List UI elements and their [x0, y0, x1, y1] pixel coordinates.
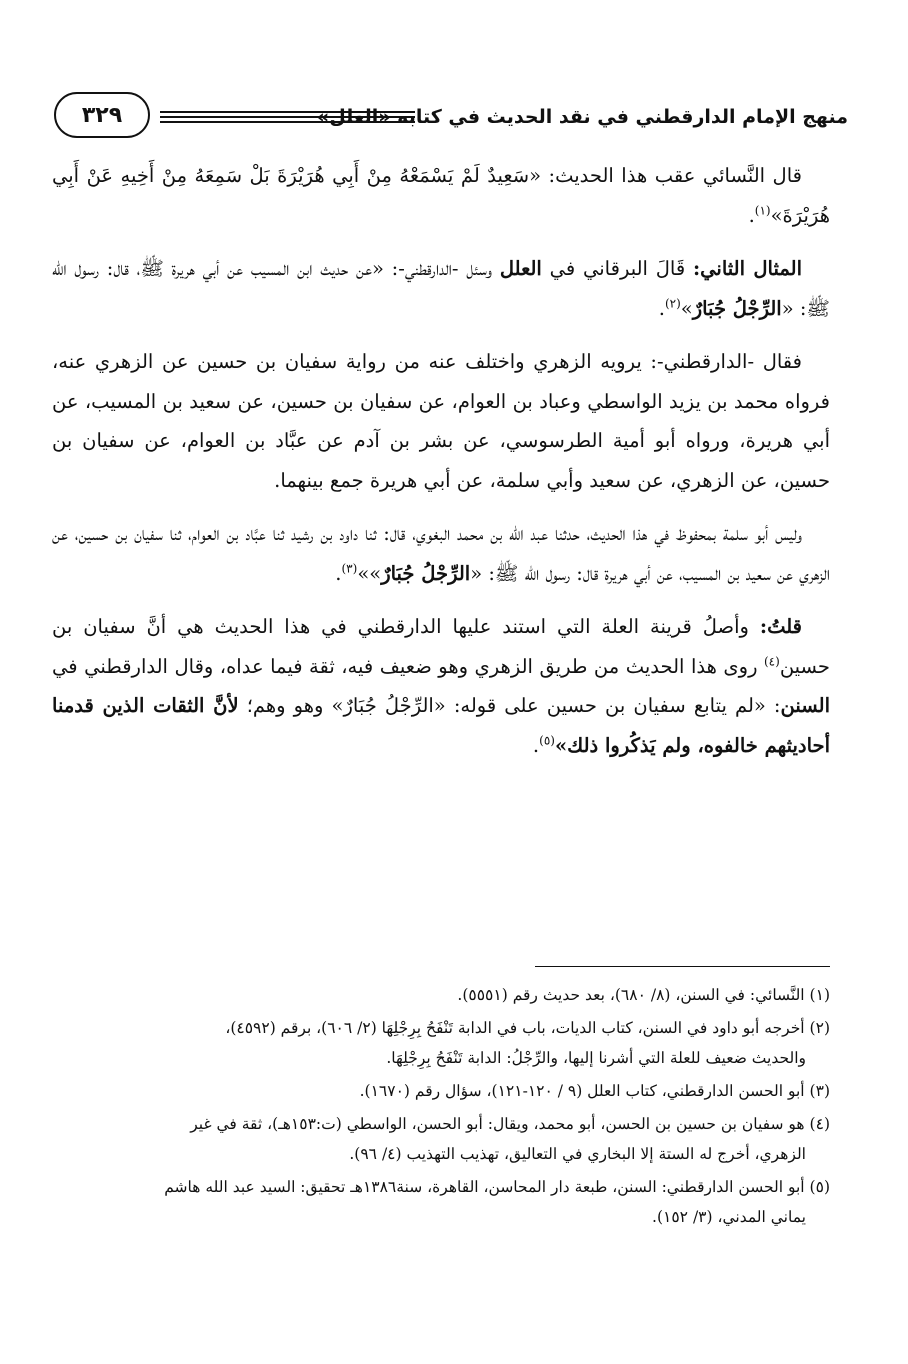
- footnote-ref: (١): [754, 203, 771, 217]
- paragraph: [52, 514, 830, 593]
- page-number: ٣٢٩: [54, 92, 150, 138]
- footnote-text: النَّسائي: في السنن، (٨/ ٦٨٠)، بعد حديث رقم (٥٥٥١).: [457, 986, 805, 1004]
- footnote-text: أخرجه أبو داود في السنن، كتاب الديات، باب في الدابة تَنْفَحُ بِرِجْلِهَا (٢/ ٦٠٦)، برقم (٤٥٩٢)،: [225, 1019, 805, 1037]
- paragraph: [52, 249, 830, 328]
- paragraph-end: .: [748, 203, 755, 227]
- main-text: [52, 156, 830, 779]
- footnote: [52, 980, 830, 1010]
- paragraph: [52, 156, 830, 235]
- author-note-label: قلتُ:: [759, 615, 802, 638]
- paragraph-text: : «لم يتابع سفيان بن حسين على قوله: «الرِّجْلُ جُبَارٌ» وهو وهم؛: [238, 694, 781, 717]
- footnote-continuation: يماني المدني، (٣/ ١٥٢).: [652, 1208, 806, 1226]
- paragraph-text: روى هذا الحديث من طريق الزهري وهو ضعيف فيه، ثقة فيما عداه، وقال الدارقطني في: [52, 654, 764, 678]
- footnote-text: هو سفيان بن حسين بن الحسن، أبو محمد، ويقال: أبو الحسن، الواسطي (ت:١٥٣هـ)، ثقة في غير: [190, 1115, 805, 1133]
- paragraph-text: »: [680, 296, 693, 320]
- footnote: [52, 1076, 830, 1106]
- footnote-number: (٣): [809, 1082, 830, 1100]
- footnote-number: (٤): [809, 1115, 830, 1133]
- hadith-quote: الرِّجْلُ جُبَارٌ: [381, 561, 471, 585]
- paragraph-end: .: [658, 296, 665, 320]
- page-header: [40, 88, 848, 148]
- example-label: المثال الثاني:: [692, 257, 802, 280]
- footnote-number: (٥): [809, 1178, 830, 1196]
- paragraph-text: فقال -الدارقطني-: يرويه الزهري واختلف عنه من رواية سفيان بن حسين عن الزهري عنه، فرواه محمد بن يزيد الواسطي وعباد بن العوام، عن سفيان بن حسين، عن سعيد بن المسيب، عن أبي هريرة، ورواه أبو أمية الطرسوسي، عن بشر بن آدم عن عبَّاد بن العوام، عن سفيان بن حسين، عن الزهري، عن سعيد وأبي سلمة، عن أبي هريرة جمع بينهما.: [52, 350, 830, 492]
- footnote-continuation: الزهري، أخرج له الستة إلا البخاري في التعاليق، تهذيب التهذيب (٤/ ٩٦).: [349, 1145, 806, 1163]
- header-rule: [160, 111, 415, 113]
- footnote-ref: (٣): [341, 561, 358, 575]
- footnote: [52, 1172, 830, 1232]
- footnote-continuation: والحديث ضعيف للعلة التي أشرنا إليها، والرِّجْلُ: الدابة تَنْفَحُ بِرِجْلِهَا.: [386, 1049, 806, 1067]
- book-title: العلل: [499, 257, 542, 280]
- paragraph-end: .: [532, 733, 540, 757]
- running-title: منهج الإمام الدارقطني في نقد الحديث في كتابه «العلل»: [316, 106, 848, 128]
- footnote-ref: (٤): [763, 654, 780, 668]
- footnote-ref: (٥): [539, 733, 555, 747]
- paragraph: [52, 607, 830, 765]
- paragraph-text: قَالَ البرقاني في: [541, 257, 693, 280]
- footnote-text: أبو الحسن الدارقطني: السنن، طبعة دار المحاسن، القاهرة، سنة١٣٨٦هـ تحقيق: السيد عبد الله هاشم: [164, 1178, 805, 1196]
- footnote-number: (٢): [809, 1019, 830, 1037]
- footnote-number: (١): [809, 986, 830, 1004]
- footnote-separator: [535, 966, 830, 967]
- footnote: [52, 1109, 830, 1169]
- footnote-ref: (٢): [664, 296, 681, 310]
- header-rule: [160, 121, 415, 123]
- footnotes: [52, 980, 830, 1235]
- paragraph-end: .: [335, 561, 342, 585]
- paragraph-text: وليس أبو سلمة بمحفوظ في هذا الحديث، حدثنا عبد الله بن محمد البغوي، قال: ثنا داود بن رشيد ثنا عبَّاد بن العوام، ثنا سفيان بن حسين، عن الزهري عن سعيد بن المسيب، عن أبي هريرة قال: رسول الله ﷺ: «: [52, 522, 830, 585]
- paragraph-text: قال النَّسائي عقب هذا الحديث: «سَعِيدٌ لَمْ يَسْمَعْهُ مِنْ أَبِي هُرَيْرَةَ بَلْ سَمِعَهُ مِنْ أَخِيهِ عَنْ أَبِي هُرَيْرَةَ»: [52, 164, 830, 227]
- paragraph-text: وأصلُ قرينة العلة التي استند عليها الدارقطني في هذا الحديث هي أنَّ سفيان بن حسين: [52, 615, 830, 678]
- hadith-quote: الرِّجْلُ جُبَارٌ: [692, 296, 782, 320]
- paragraph-text: وسئل -الدارقطني-: «عن حديث ابن المسيب عن أبي هريرة ﷺ، قال: رسول الله ﷺ: «: [52, 257, 830, 320]
- paragraph-text: »»: [357, 561, 382, 585]
- header-rule: [160, 116, 415, 118]
- footnote-text: أبو الحسن الدارقطني، كتاب العلل (٩ / ١٢٠-١٢١)، سؤال رقم (١٦٧٠).: [359, 1082, 805, 1100]
- footnote: [52, 1013, 830, 1073]
- paragraph: [52, 342, 830, 500]
- book-title: السنن: [780, 694, 830, 717]
- bold-quote: لأنَّ الثقات الذين قدمنا أحاديثهم خالفوه، ولم يَذكُروا ذلك»: [52, 694, 830, 757]
